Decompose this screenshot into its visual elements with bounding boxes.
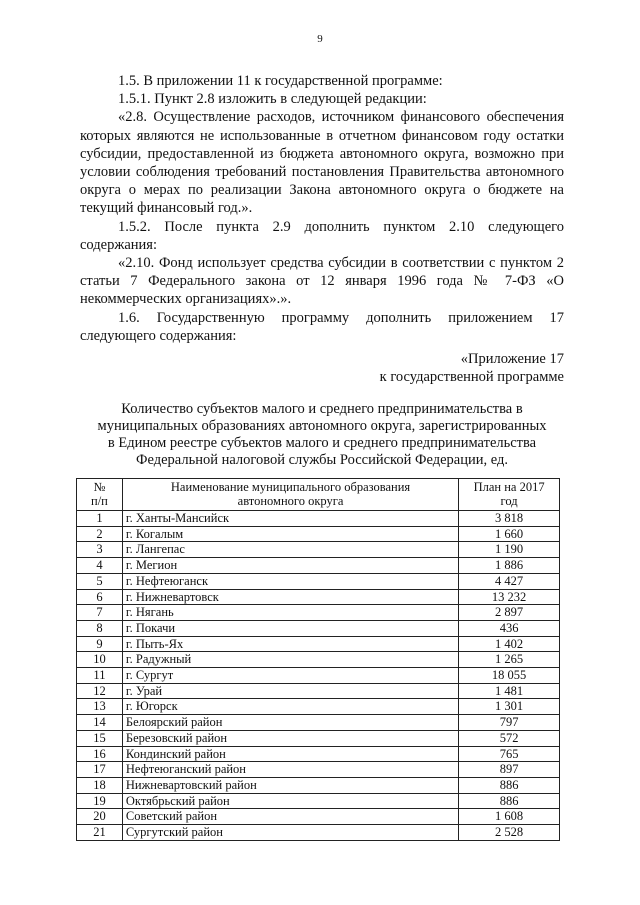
plan-value: 572 [459,730,560,746]
municipality-name: г. Нижневартовск [122,589,458,605]
row-number: 13 [77,699,123,715]
municipality-name: Нижневартовский район [122,777,458,793]
table-row [77,605,560,621]
municipality-name: Советский район [122,809,458,825]
table-header-row [77,479,560,511]
header-name-line2: автономного округа [237,494,344,508]
table-row [77,620,560,636]
plan-value: 2 897 [459,605,560,621]
table-body [77,511,560,841]
row-number: 11 [77,668,123,684]
row-number: 14 [77,715,123,731]
row-number: 16 [77,746,123,762]
table-row [77,730,560,746]
row-number: 5 [77,573,123,589]
appendix-reference [380,350,564,386]
row-number: 15 [77,730,123,746]
row-number: 7 [77,605,123,621]
plan-value: 1 301 [459,699,560,715]
header-num-line1: № [93,480,106,494]
row-number: 8 [77,620,123,636]
municipality-name: г. Нягань [122,605,458,621]
table-row [77,746,560,762]
plan-value: 2 528 [459,825,560,841]
plan-value: 1 886 [459,558,560,574]
table-row [77,511,560,527]
header-plan-line1: План на 2017 [473,480,545,494]
table-row [77,542,560,558]
paragraph: 1.5.1. Пункт 2.8 изложить в следующей редакции: [118,91,427,108]
table-title-line: в Едином реестре субъектов малого и среднего предпринимательства [107,435,537,451]
row-number: 9 [77,636,123,652]
header-name-line1: Наименование муниципального образования [170,480,411,494]
table-row [77,526,560,542]
row-number: 4 [77,558,123,574]
municipality-name: Октябрьский район [122,793,458,809]
plan-value: 765 [459,746,560,762]
appendix-line: к государственной программе [379,369,564,385]
page-number: 9 [317,33,323,45]
table-row [77,715,560,731]
table-row [77,793,560,809]
plan-value: 1 402 [459,636,560,652]
plan-value: 1 608 [459,809,560,825]
plan-value: 13 232 [459,589,560,605]
table-title [80,401,564,469]
municipality-name: г. Ханты-Мансийск [122,511,458,527]
appendix-line: «Приложение 17 [460,351,564,367]
municipality-name: г. Пыть-Ях [122,636,458,652]
municipality-name: Белоярский район [122,715,458,731]
row-number: 19 [77,793,123,809]
municipality-name: г. Югорск [122,699,458,715]
plan-value: 897 [459,762,560,778]
plan-value: 886 [459,777,560,793]
row-number: 21 [77,825,123,841]
row-number: 18 [77,777,123,793]
table-title-line: Количество субъектов малого и среднего предпринимательства в [121,401,523,417]
plan-value: 797 [459,715,560,731]
header-num-line2: п/п [91,494,108,508]
row-number: 2 [77,526,123,542]
row-number: 20 [77,809,123,825]
paragraph: «2.10. Фонд использует средства субсидии в соответствии с пунктом 2 статьи 7 Федерального закона от 12 января 1996 года № 7-ФЗ «О некоммерческих организациях».». [80,255,564,308]
row-number: 17 [77,762,123,778]
table-row [77,652,560,668]
municipal-table [76,478,560,841]
table-title-line: муниципальных образованиях автономного округа, зарегистрированных [97,418,547,434]
table-row [77,683,560,699]
table-row [77,777,560,793]
municipality-name: г. Радужный [122,652,458,668]
municipality-name: Сургутский район [122,825,458,841]
municipality-name: г. Покачи [122,620,458,636]
plan-value: 436 [459,620,560,636]
body-text [80,72,564,345]
table-title-line: Федеральной налоговой службы Российской Федерации, ед. [136,452,508,468]
header-num [77,479,123,511]
plan-value: 1 190 [459,542,560,558]
municipality-name: г. Когалым [122,526,458,542]
row-number: 3 [77,542,123,558]
plan-value: 886 [459,793,560,809]
plan-value: 1 660 [459,526,560,542]
table-row [77,573,560,589]
paragraph: 1.5.2. После пункта 2.9 дополнить пунктом 2.10 следующего содержания: [80,218,564,253]
header-plan-line2: год [500,494,518,508]
table-row [77,825,560,841]
municipality-name: г. Урай [122,683,458,699]
municipality-name: г. Нефтеюганск [122,573,458,589]
municipality-name: г. Лангепас [122,542,458,558]
paragraph: 1.5. В приложении 11 к государственной программе: [118,73,443,89]
table-row [77,762,560,778]
municipality-name: Березовский район [122,730,458,746]
plan-value: 4 427 [459,573,560,589]
table-row [77,558,560,574]
plan-value: 3 818 [459,511,560,527]
row-number: 12 [77,683,123,699]
table-row [77,589,560,605]
header-name [122,479,458,511]
table-row [77,668,560,684]
row-number: 10 [77,652,123,668]
plan-value: 18 055 [459,668,560,684]
header-plan [459,479,560,511]
municipality-name: г. Сургут [122,668,458,684]
paragraph: «2.8. Осуществление расходов, источником финансового обеспечения которых являются не использованные в отчетном финансовом году остатки субсидии, предоставленной из бюджета автономного округа, возможно при условии соблюдения требований постановления Правительства автономного округа о мерах по реализации Закона автономного округа о бюджете на текущий финансовый год.». [80,109,564,217]
table-row [77,699,560,715]
municipality-name: Нефтеюганский район [122,762,458,778]
municipality-name: Кондинский район [122,746,458,762]
paragraph: 1.6. Государственную программу дополнить приложением 17 следующего содержания: [80,309,564,344]
table-row [77,809,560,825]
plan-value: 1 265 [459,652,560,668]
row-number: 6 [77,589,123,605]
plan-value: 1 481 [459,683,560,699]
table-row [77,636,560,652]
municipality-name: г. Мегион [122,558,458,574]
row-number: 1 [77,511,123,527]
